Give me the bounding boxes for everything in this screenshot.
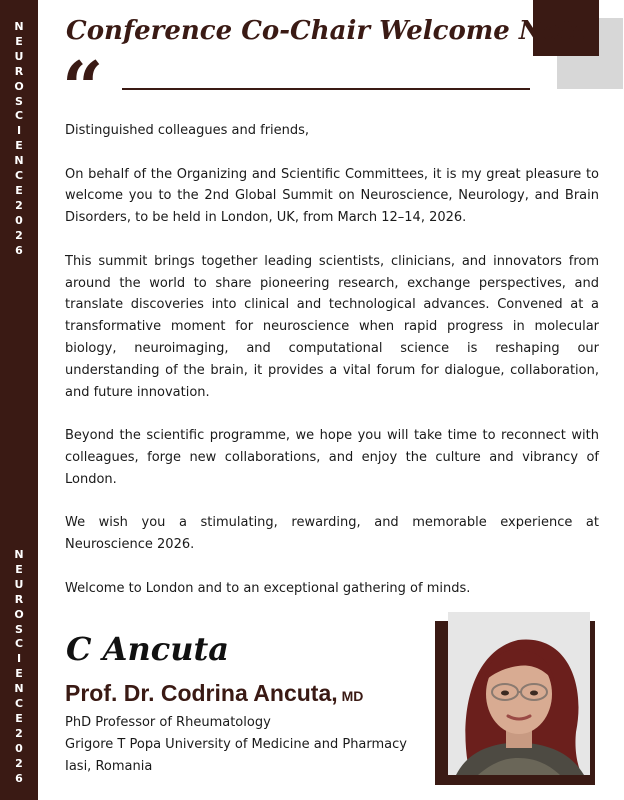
sidebar-letter: E [15, 667, 23, 681]
sidebar-letter: U [14, 49, 24, 63]
quote-icon: “ [62, 45, 104, 130]
sidebar-letter: N [14, 20, 24, 33]
sidebar-vertical-text-bottom [0, 548, 38, 787]
sidebar-letter: N [14, 682, 24, 696]
sidebar-letter: N [14, 548, 24, 561]
sidebar-letter: C [14, 109, 24, 123]
sidebar-letter: U [14, 577, 24, 591]
signer-name-text: Prof. Dr. Codrina Ancuta, [65, 680, 338, 706]
sidebar-letter: 6 [15, 243, 23, 257]
sidebar-letter: C [14, 637, 24, 651]
sidebar-letter: O [14, 607, 24, 621]
sidebar-letter: 0 [15, 213, 23, 227]
sidebar [0, 0, 38, 800]
signer-name [65, 680, 363, 707]
signer-title: PhD Professor of Rheumatology [65, 715, 271, 730]
signer-location: Iasi, Romania [65, 759, 153, 774]
closing: Welcome to London and to an exceptional gathering of minds. [65, 580, 471, 596]
signer-name-suffix: MD [341, 688, 364, 704]
letter-body [65, 120, 599, 621]
sidebar-letter: R [14, 592, 24, 606]
sidebar-letter: 2 [15, 756, 23, 770]
sidebar-letter: E [15, 562, 23, 576]
paragraph-intro: On behalf of the Organizing and Scientific Committees, it is my great pleasure to welcome you to the 2nd Global Summit on Neuroscience, Neurology, and Brain Disorders, to be held in London, UK, from March 12–14, 2026. [65, 166, 599, 226]
paragraph-summit: This summit brings together leading scientists, clinicians, and innovators from around the world to share pioneering research, exchange perspectives, and translate discoveries into clinical and technological advances. Convened at a transformative moment for neuroscience when rapid progress in molecular biology, neuroimaging, and computational science is reshaping our understanding of the brain, it provides a vital forum for dialogue, collaboration, and future innovation. [65, 253, 599, 400]
sidebar-letter: 6 [15, 771, 23, 785]
sidebar-letter: I [16, 652, 22, 666]
sidebar-letter: E [15, 34, 23, 48]
paragraph-wishes: We wish you a stimulating, rewarding, and memorable experience at Neuroscience 2026. [65, 515, 599, 553]
quote-divider [122, 88, 530, 90]
sidebar-letter: E [15, 711, 23, 725]
sidebar-letter: E [15, 139, 23, 153]
signature: C Ancuta [66, 630, 229, 668]
sidebar-letter: S [15, 622, 23, 636]
sidebar-letter: C [14, 697, 24, 711]
signer-portrait [448, 612, 590, 775]
sidebar-letter: 0 [15, 741, 23, 755]
sidebar-letter: 2 [15, 228, 23, 242]
portrait-illustration [448, 612, 590, 775]
paragraph-programme: Beyond the scientific programme, we hope you will take time to reconnect with colleagues, forge new collaborations, and enjoy the culture and vibrancy of London. [65, 428, 599, 487]
sidebar-letter: E [15, 183, 23, 197]
sidebar-letter: I [16, 124, 22, 138]
sidebar-letter: 2 [15, 198, 23, 212]
sidebar-letter: S [15, 94, 23, 108]
sidebar-letter: C [14, 169, 24, 183]
page-title: Conference Co-Chair Welcome Note [66, 16, 589, 46]
sidebar-letter: 2 [15, 726, 23, 740]
salutation: Distinguished colleagues and friends, [65, 123, 310, 138]
signer-institution: Grigore T Popa University of Medicine and Pharmacy [65, 737, 407, 752]
sidebar-vertical-text-top [0, 20, 38, 259]
sidebar-letter: N [14, 154, 24, 168]
sidebar-letter: O [14, 79, 24, 93]
sidebar-letter: R [14, 64, 24, 78]
